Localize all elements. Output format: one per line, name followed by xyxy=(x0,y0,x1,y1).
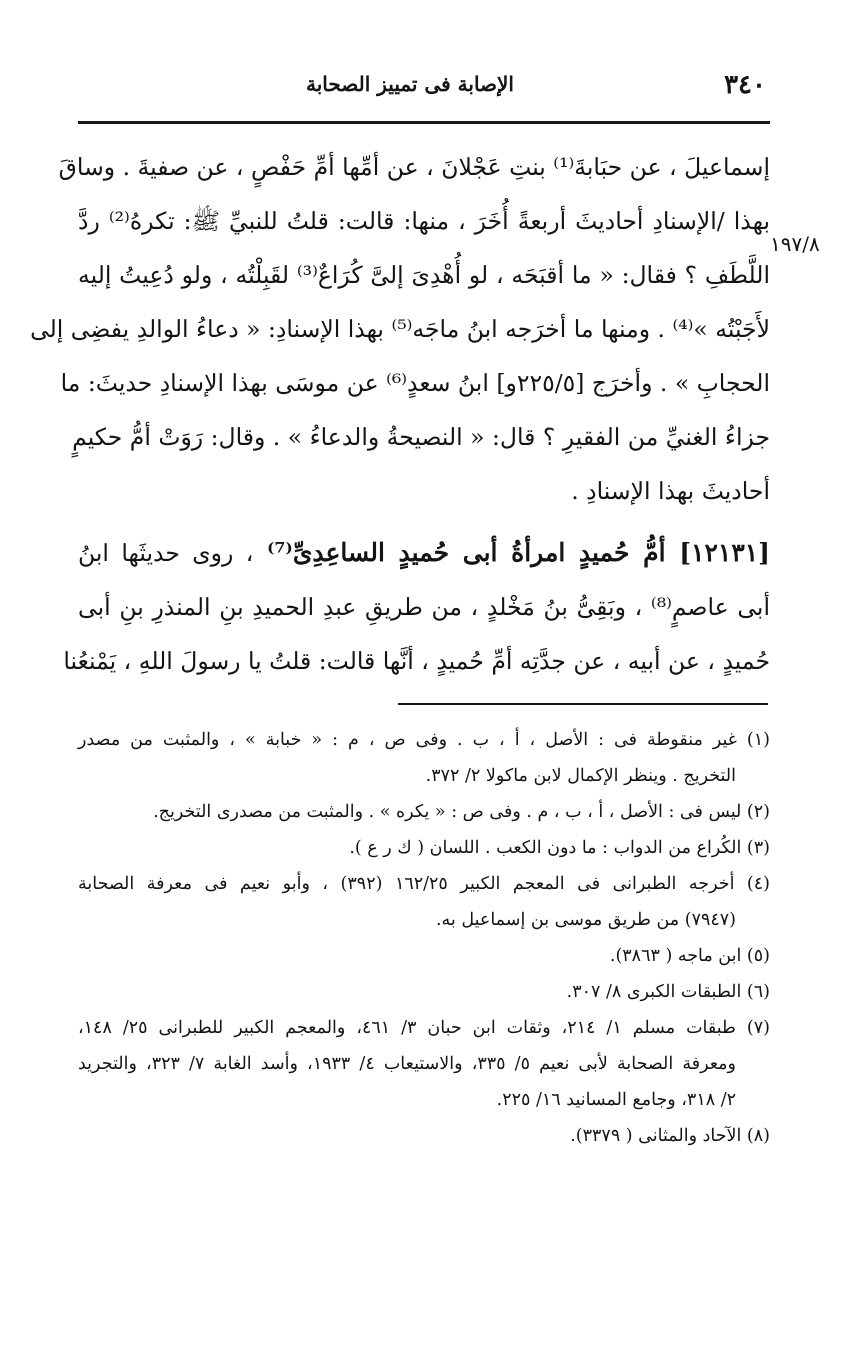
footnote: (٣) الكُراع من الدواب : ما دون الكعب . اللسان ( ك ر ع ). xyxy=(349,838,770,858)
footnote: (٧) طبقات مسلم ١/ ٢١٤، وثقات ابن حبان ٣/ ٤٦١، والمعجم الكبير للطبرانى ٢٥/ ١٤٨، xyxy=(78,1018,770,1038)
footnote-continuation: التخريج . وينظر الإكمال لابن ماكولا ٢/ ٣٧٢. xyxy=(425,766,736,786)
main-text xyxy=(30,140,771,688)
footnote-continuation: ومعرفة الصحابة لأبى نعيم ٥/ ٣٣٥، والاستيعاب ٤/ ١٩٣٣، وأسد الغابة ٧/ ٣٢٣، والتجريد xyxy=(78,1054,737,1074)
text-line: جزاءُ الغنيِّ من الفقيرِ ؟ قال: « النصيحةُ والدعاءُ » . وقال: رَوَتْ أمُّ حكيمٍ xyxy=(72,423,770,451)
text-line: لأَجَبْتُه »⁽⁴⁾ . ومنها ما أخرَجه ابنُ ماجَه⁽⁵⁾ بهذا الإسنادِ: « دعاءُ الوالدِ يفضِى إلى xyxy=(30,315,770,343)
footnote: (٨) الآحاد والمثانى ( ٣٣٧٩). xyxy=(570,1126,770,1146)
text-line: اللَّطَفِ ؟ فقال: « ما أقبَحَه ، لو أُهْدِىَ إلىَّ كُرَاعٌ⁽³⁾ لقَبِلْتُه ، ولو دُعِيتُ إليه xyxy=(78,261,770,289)
footnote: (٥) ابن ماجه ( ٣٨٦٣). xyxy=(609,946,770,966)
volume-page-reference: ١٩٧/٨ xyxy=(770,232,820,256)
footnote: (١) غير منقوطة فى : الأصل ، أ ، ب . وفى ص ، م : « خبابة » ، والمثبت من مصدر xyxy=(78,730,770,750)
footnotes xyxy=(78,722,770,1154)
footnote-continuation: (٧٩٤٧) من طريق موسى بن إسماعيل به. xyxy=(435,910,736,930)
header-rule xyxy=(78,121,770,124)
entry-heading-line xyxy=(78,526,770,580)
footnote: (٢) ليس فى : الأصل ، أ ، ب ، م . وفى ص : « يكره » . والمثبت من مصدرى التخريج. xyxy=(153,802,770,822)
footnote: (٦) الطبقات الكبرى ٨/ ٣٠٧. xyxy=(566,982,770,1002)
text-line: حُميدٍ ، عن أبيه ، عن جدَّتِه أمِّ حُميدٍ ، أنَّها قالت: قلتُ يا رسولَ اللهِ ، يَمْنعُنا xyxy=(63,647,770,675)
footnote: (٤) أخرجه الطبرانى فى المعجم الكبير ١٦٢/٢٥ (٣٩٢) ، وأبو نعيم فى معرفة الصحابة xyxy=(78,874,770,894)
text-line: الحجابِ » . وأخرَج [٢٢٥/٥و] ابنُ سعدٍ⁽⁶⁾ عن موسَى بهذا الإسنادِ حديثَ: ما xyxy=(60,369,770,397)
text-line: أبى عاصمٍ⁽⁸⁾ ، وبَقِىُّ بنُ مَخْلدٍ ، من طريقِ عبدِ الحميدِ بنِ المنذرِ بنِ أبى xyxy=(78,593,770,621)
entry-heading: [١٢١٣١] أمُّ حُميدٍ امرأةُ أبى حُميدٍ الساعِدِىِّ⁽⁷⁾ xyxy=(266,538,771,567)
footnote-continuation: ٢/ ٣١٨، وجامع المسانيد ١٦/ ٢٢٥. xyxy=(496,1090,736,1110)
text-line: أحاديثَ بهذا الإسنادِ . xyxy=(571,477,770,505)
text-line: إسماعيلَ ، عن حبَابةَ⁽¹⁾ بنتِ عَجْلانَ ، عن أمِّها أمِّ حَفْصٍ ، عن صفيةَ . وساقَ xyxy=(58,153,770,181)
running-title: الإصابة فى تمييز الصحابة xyxy=(306,72,514,96)
footnote-separator xyxy=(398,703,768,705)
page-header xyxy=(80,70,766,110)
text-line: بهذا /الإسنادِ أحاديثَ أربعةً أُخَرَ ، منها: قالت: قلتُ للنبيِّ ﷺ: تكرهُ⁽²⁾ ردَّ xyxy=(78,207,770,235)
entry-heading-rest: ، روى حديثَها ابنُ xyxy=(78,539,254,567)
page-number: ٣٤٠ xyxy=(724,70,766,100)
